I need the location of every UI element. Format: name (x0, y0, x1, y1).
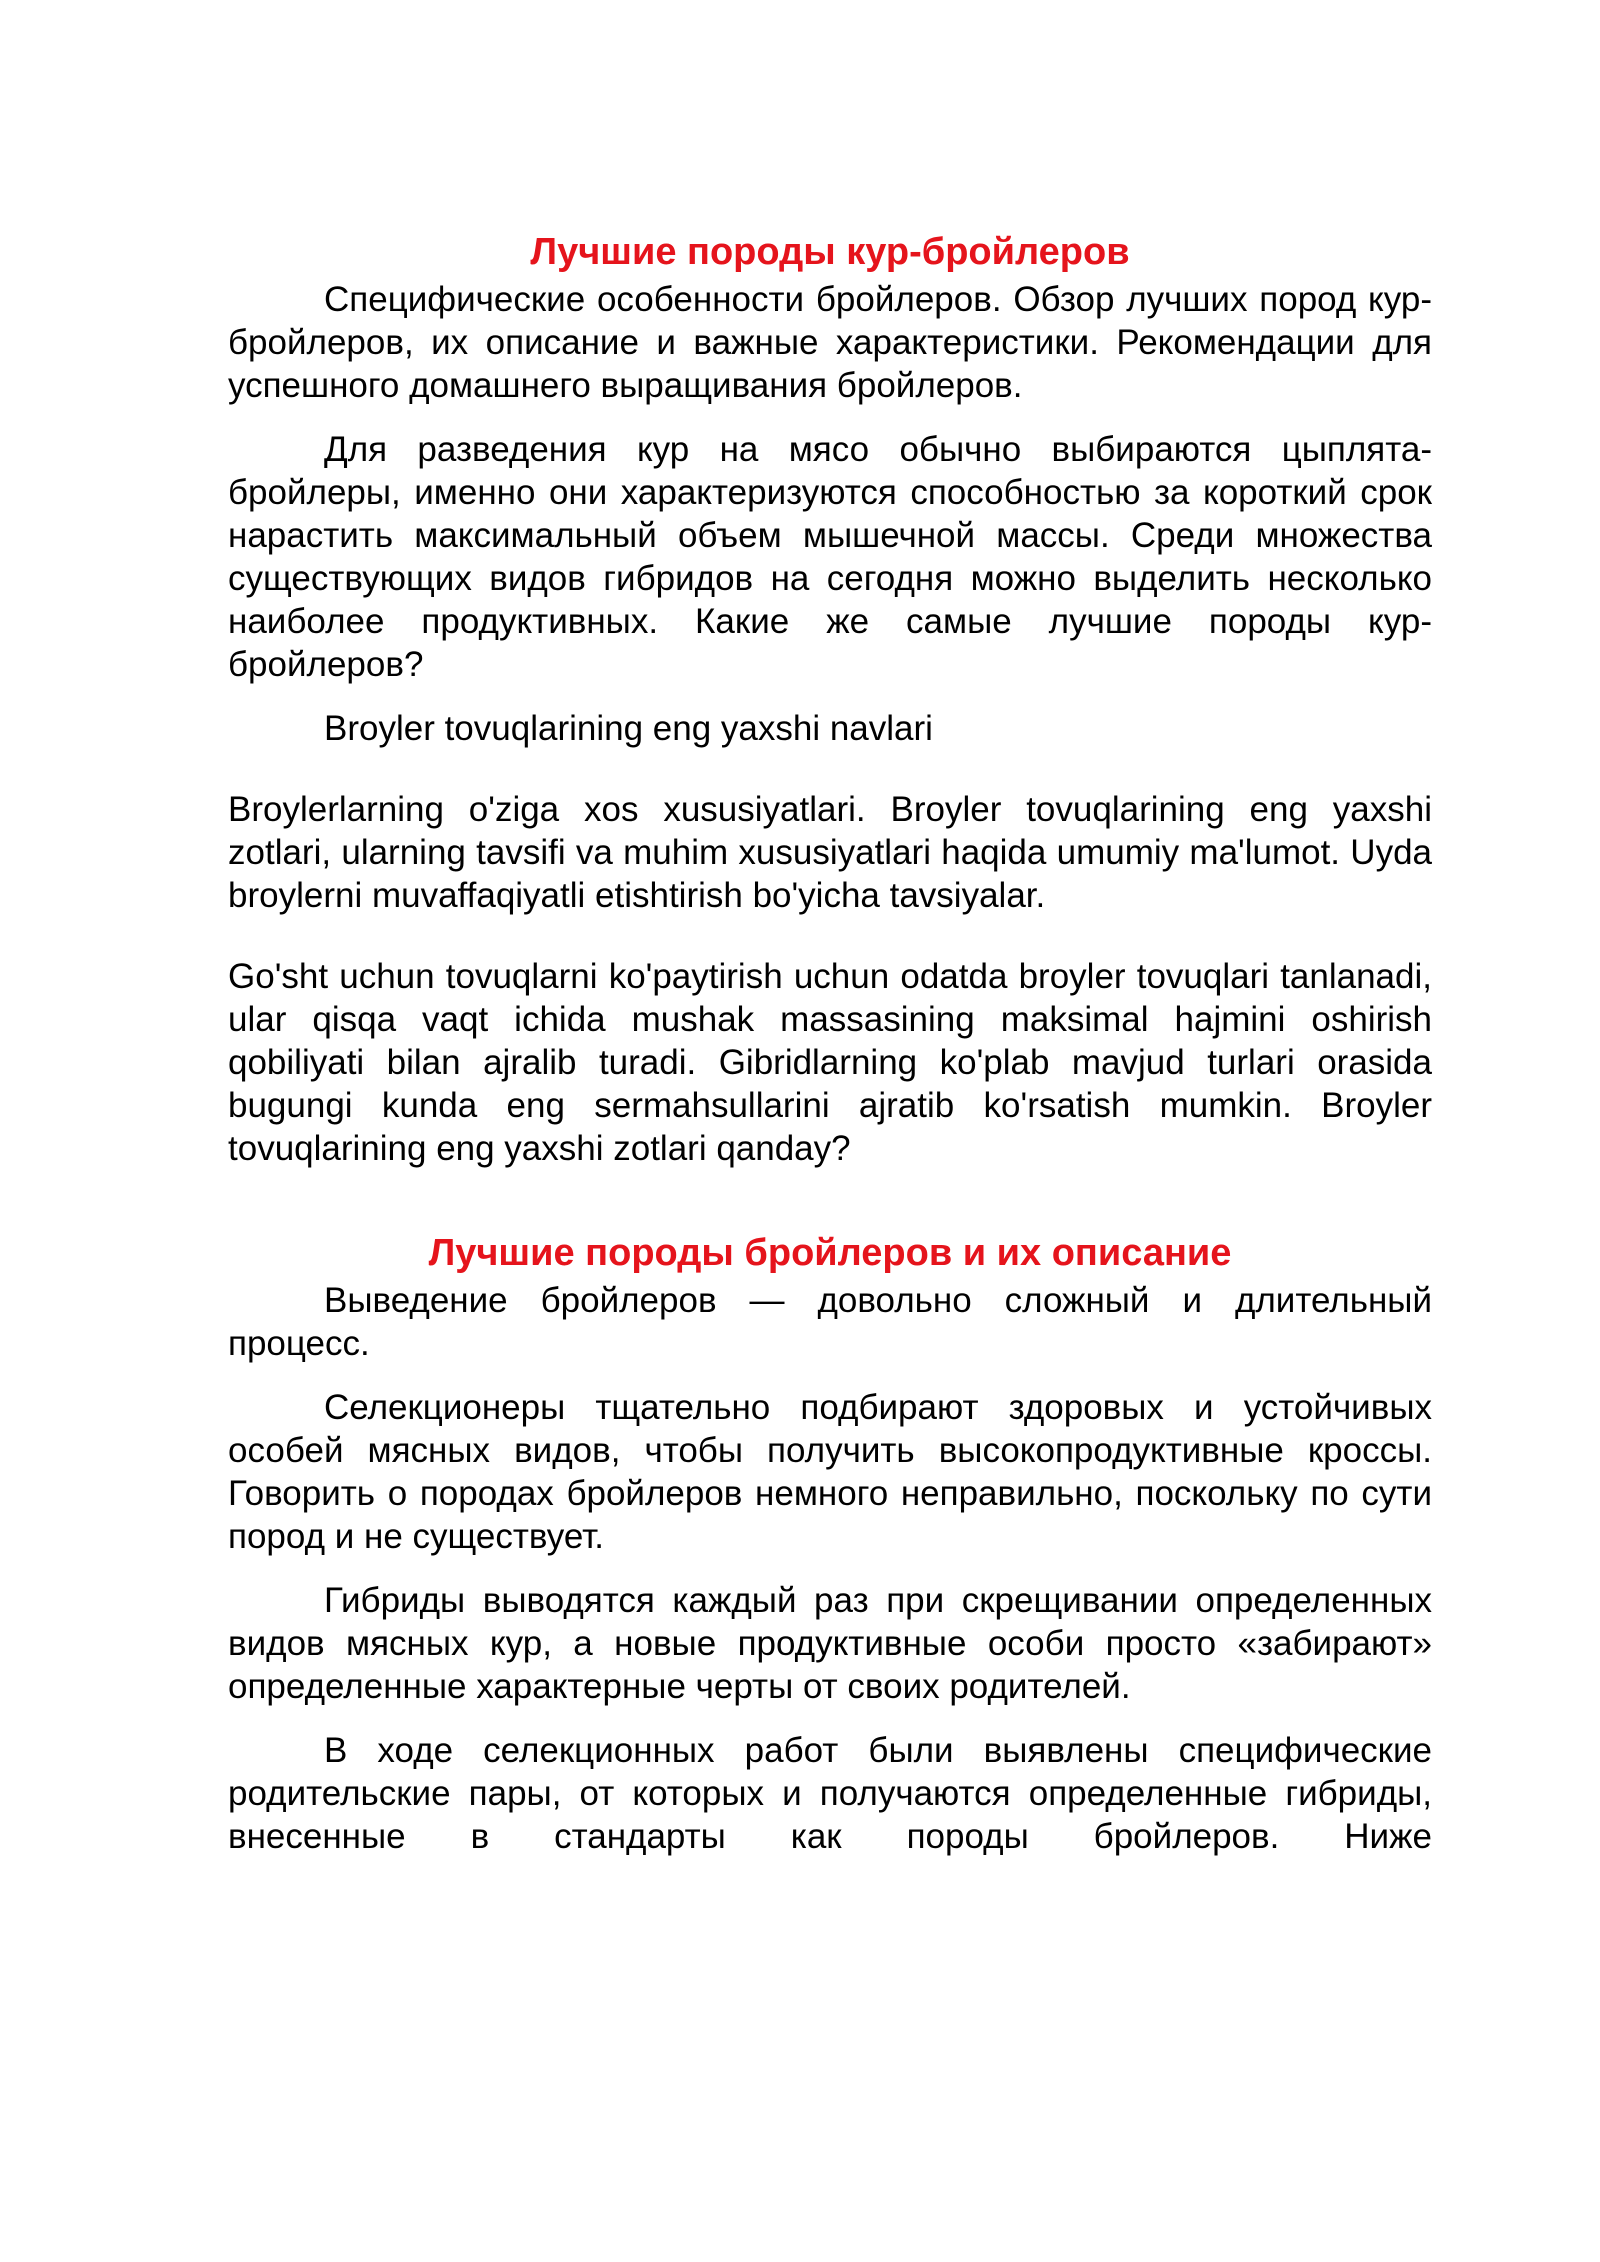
document-title: Лучшие породы кур-бройлеров (530, 231, 1130, 273)
intro-paragraph-ru: Специфические особенности бройлеров. Обзор лучших пород кур-бройлеров, их описание и важные характеристики. Рекомендации для успешного домашнего выращивания бройлеров. (228, 280, 1432, 405)
paragraph-ru-hybrids: Гибриды выводятся каждый раз при скрещивании определенных видов мясных кур, а новые продуктивные особи просто «забирают» определенные характерные черты от своих родителей. (228, 1581, 1432, 1706)
section-heading: Лучшие породы бройлеров и их описание (428, 1232, 1232, 1274)
paragraph-uz-breeding: Go'sht uchun tovuqlarni ko'paytirish uchun odatda broyler tovuqlari tanlanadi, ular qisqa vaqt ichida mushak massasining maksimal hajmini oshirish qobiliyati bilan ajralib turadi. Gibridlarning ko'plab mavjud turlari orasida bugungi kunda eng sermahsullarini ajratib ko'rsatish mumkin. Broyler tovuqlarining eng yaxshi zotlari qanday? (228, 957, 1432, 1168)
paragraph-ru-process: Выведение бройлеров — довольно сложный и длительный процесс. (228, 1281, 1432, 1363)
paragraph-ru-breeding: Для разведения кур на мясо обычно выбираются цыплята-бройлеры, именно они характеризуются способностью за короткий срок нарастить максимальный объем мышечной массы. Среди множества существующих видов гибридов на сегодня можно выделить несколько наиболее продуктивных. Какие же самые лучшие породы кур-бройлеров? (228, 430, 1432, 684)
intro-paragraph-uz: Broylerlarning o'ziga xos xususiyatlari. Broyler tovuqlarining eng yaxshi zotlari, ularning tavsifi va muhim xususiyatlari haqida umumiy ma'lumot. Uyda broylerni muvaffaqiyatli etishtirish bo'yicha tavsiyalar. (228, 790, 1432, 915)
document-body (228, 226, 1432, 1858)
paragraph-ru-selection: Селекционеры тщательно подбирают здоровых и устойчивых особей мясных видов, чтобы получить высокопродуктивные кроссы. Говорить о породах бройлеров немного неправильно, поскольку по сути пород и не существует. (228, 1388, 1432, 1556)
paragraph-ru-parent-pairs: В ходе селекционных работ были выявлены специфические родительские пары, от которых и получаются определенные гибриды, внесенные в стандарты как породы бройлеров. Ниже (228, 1731, 1432, 1856)
uzbek-title-line: Broyler tovuqlarining eng yaxshi navlari (324, 709, 933, 748)
